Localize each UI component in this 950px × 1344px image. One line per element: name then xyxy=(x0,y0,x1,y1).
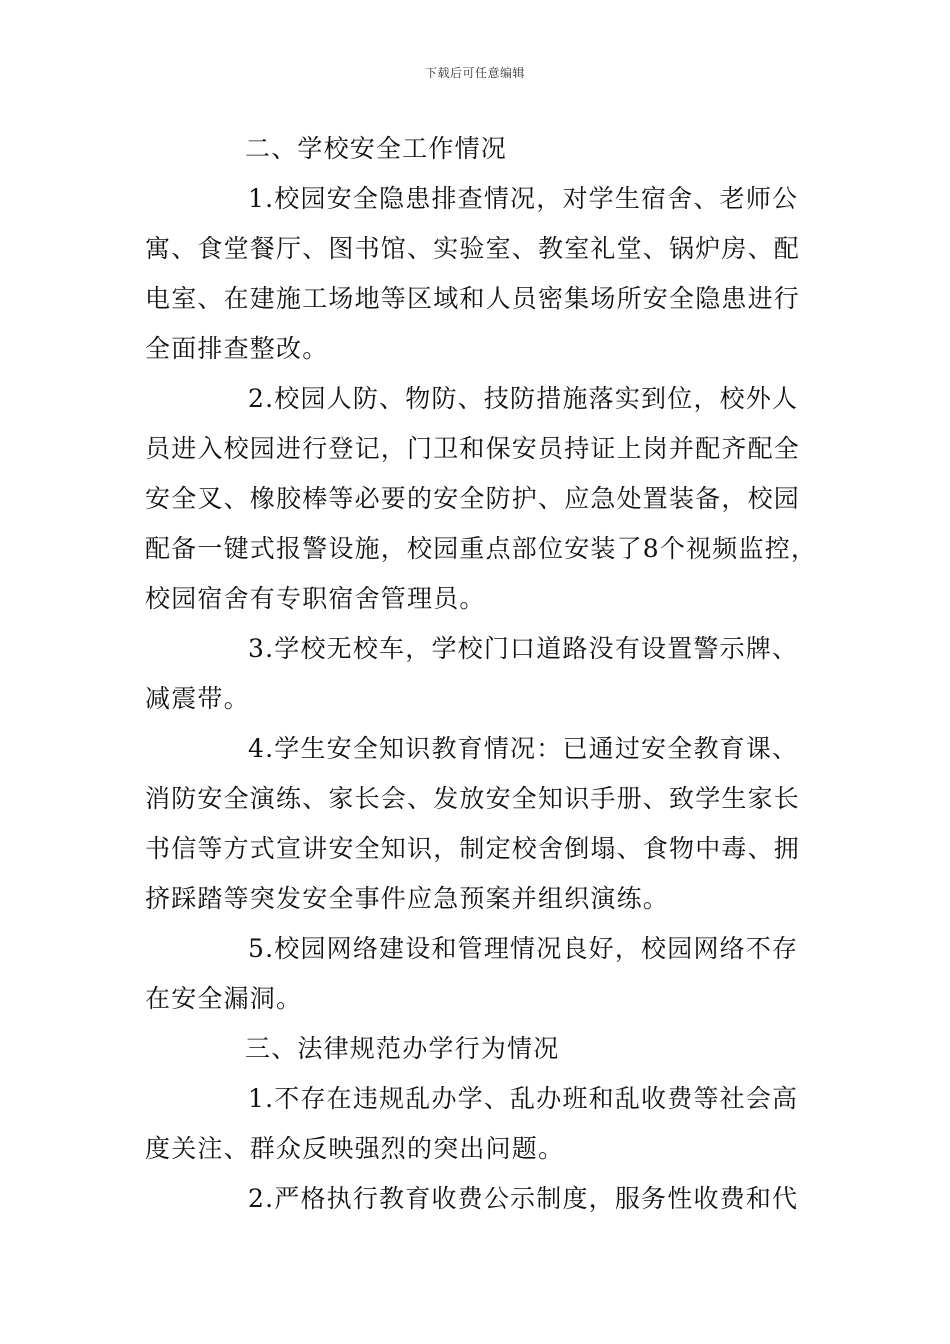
paragraph-line: 消防安全演练、家长会、发放安全知识手册、致学生家长 xyxy=(145,784,801,813)
paragraph-line: 安全叉、橡胶棒等必要的安全防护、应急处置装备，校园 xyxy=(145,484,801,513)
paragraph-line: 3.学校无校车，学校门口道路没有设置警示牌、 xyxy=(248,634,799,663)
document-body xyxy=(145,124,818,1224)
section-heading: 二、学校安全工作情况 xyxy=(245,134,508,163)
paragraph-line: 1.校园安全隐患排查情况，对学生宿舍、老师公 xyxy=(248,184,799,213)
paragraph-line: 电室、在建施工场地等区域和人员密集场所安全隐患进行 xyxy=(145,284,801,313)
paragraph-line: 2.校园人防、物防、技防措施落实到位，校外人 xyxy=(248,384,799,413)
paragraph-line: 校园宿舍有专职宿舍管理员。 xyxy=(145,584,486,613)
paragraph-line: 2.严格执行教育收费公示制度，服务性收费和代 xyxy=(248,1184,799,1213)
paragraph-line: 5.校园网络建设和管理情况良好，校园网络不存 xyxy=(248,934,799,963)
paragraph-line: 在安全漏洞。 xyxy=(145,984,303,1013)
paragraph-line: 挤踩踏等突发安全事件应急预案并组织演练。 xyxy=(145,884,670,913)
paragraph-line: 全面排查整改。 xyxy=(145,334,329,363)
paragraph-line: 员进入校园进行登记，门卫和保安员持证上岗并配齐配全 xyxy=(145,434,801,463)
paragraph-line: 配备一键式报警设施，校园重点部位安装了8个视频监控， xyxy=(145,534,818,563)
paragraph-line: 减震带。 xyxy=(145,684,250,713)
paragraph-line: 度关注、群众反映强烈的突出问题。 xyxy=(145,1134,565,1163)
header-note: 下载后可任意编辑 xyxy=(424,66,525,80)
paragraph-line: 1.不存在违规乱办学、乱办班和乱收费等社会高 xyxy=(248,1084,799,1113)
paragraph-line: 书信等方式宣讲安全知识，制定校舍倒塌、食物中毒、拥 xyxy=(145,834,801,863)
paragraph-line: 4.学生安全知识教育情况：已通过安全教育课、 xyxy=(248,734,799,763)
section-heading: 三、法律规范办学行为情况 xyxy=(245,1034,560,1063)
paragraph-line: 寓、食堂餐厅、图书馆、实验室、教室礼堂、锅炉房、配 xyxy=(145,234,801,263)
